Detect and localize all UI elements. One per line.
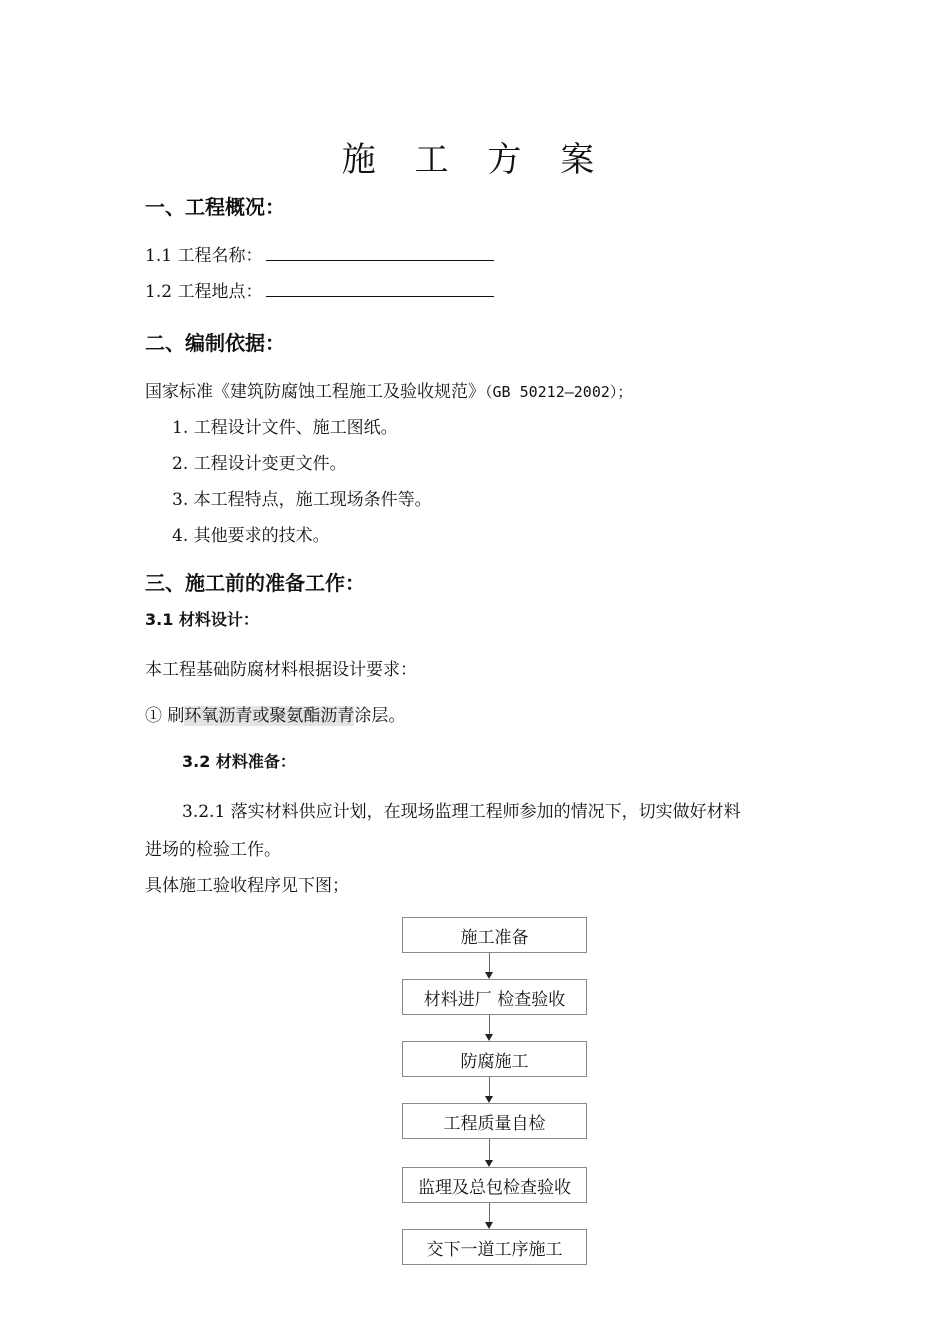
basis-item: 4. 其他要求的技术。: [172, 526, 330, 546]
coating-item-suffix: 涂层。: [354, 706, 406, 726]
material-design-text: 本工程基础防腐材料根据设计要求：: [145, 660, 417, 680]
subsection-heading-material-prep: 3.2 材料准备：: [182, 752, 296, 771]
section-heading-preparation: 三、施工前的准备工作：: [145, 571, 365, 595]
flow-step-label: 监理及总包检查验收: [418, 1177, 571, 1198]
flow-step: [402, 979, 587, 1015]
flow-step-label: 工程质量自检: [443, 1113, 546, 1134]
flow-step-label: 交下一道工序施工: [426, 1239, 563, 1260]
flow-step: [402, 1167, 587, 1203]
flow-step: [402, 1229, 587, 1265]
material-coating-item: [145, 701, 405, 726]
flow-intro-text: 具体施工验收程序见下图；: [145, 876, 349, 896]
page-title: 施 工 方 案: [341, 140, 609, 180]
flow-step-label: 材料进厂 检查验收: [423, 989, 566, 1010]
basis-item: 1. 工程设计文件、施工图纸。: [172, 418, 398, 438]
project-name-blank: [266, 246, 494, 261]
project-location-label: 1.2 工程地点：: [145, 282, 263, 302]
standard-line: [145, 377, 632, 402]
subsection-heading-material-design: 3.1 材料设计：: [145, 610, 259, 629]
material-prep-text-line2: 进场的检验工作。: [145, 840, 281, 860]
project-location-blank: [266, 282, 494, 297]
coating-item-highlight: 环氧沥青或聚氨酯沥青: [184, 706, 355, 726]
flow-step: [402, 1041, 587, 1077]
standard-code: （GB 50212—2002）；: [485, 383, 633, 401]
flow-step-label: 防腐施工: [460, 1051, 529, 1072]
material-prep-text-line1: 3.2.1 落实材料供应计划，在现场监理工程师参加的情况下，切实做好材料: [182, 802, 741, 822]
basis-item: 3. 本工程特点，施工现场条件等。: [172, 490, 432, 510]
project-location-row: [145, 277, 494, 302]
basis-item: 2. 工程设计变更文件。: [172, 454, 347, 474]
section-heading-overview: 一、工程概况：: [145, 195, 285, 219]
flow-step: [402, 1103, 587, 1139]
project-name-label: 1.1 工程名称：: [145, 246, 263, 266]
section-heading-basis: 二、编制依据：: [145, 331, 285, 355]
flow-step-label: 施工准备: [460, 927, 529, 948]
standard-name: 国家标准《建筑防腐蚀工程施工及验收规范》: [145, 382, 485, 402]
project-name-row: [145, 241, 494, 266]
coating-item-prefix: ① 刷: [145, 706, 185, 726]
flow-step: [402, 917, 587, 953]
